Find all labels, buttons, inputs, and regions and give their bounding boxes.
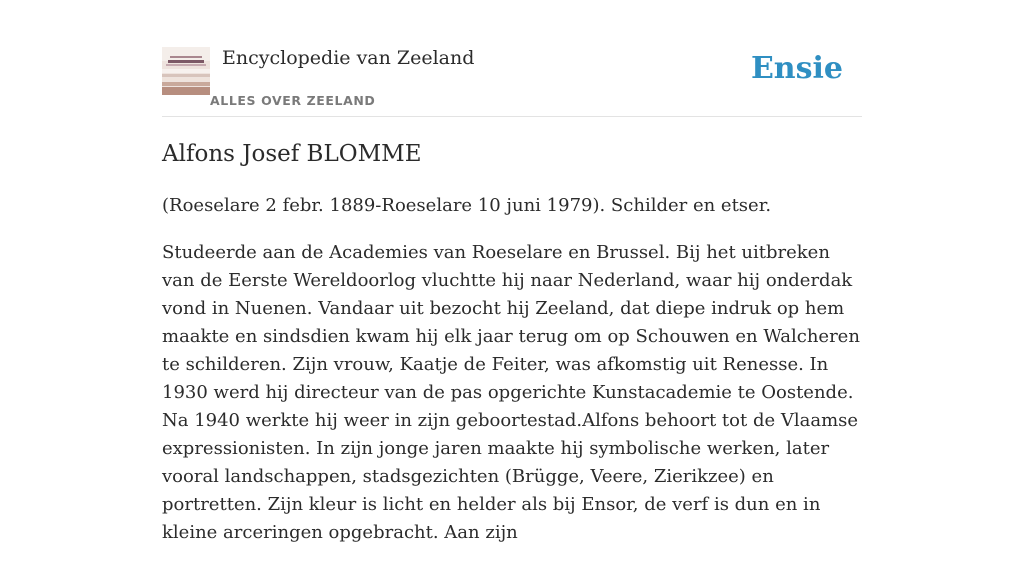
site-header: [162, 46, 862, 117]
article: [162, 138, 862, 566]
site-subtitle: ALLES OVER ZEELAND: [210, 93, 376, 108]
book-pages-icon: [162, 47, 210, 95]
article-intro: (Roeselare 2 febr. 1889-Roeselare 10 juni 1979). Schilder en etser.: [162, 195, 772, 216]
article-body: Studeerde aan de Academies van Roeselare en Brussel. Bij het uitbreken van de Eerste Wereldoorlog vluchtte hij naar Nederland, waar hij onderdak vond in Nuenen. Vandaar uit bezocht hij Zeeland, dat diepe indruk op hem maakte en sindsdien kwam hij elk jaar terug om op Schouwen en Walcheren te schilderen. Zijn vrouw, Kaatje de Feiter, was afkomstig uit Renesse. In 1930 werd hij directeur van de pas opgerichte Kunstacademie te Oostende. Na 1940 werkte hij weer in zijn geboortestad.Alfons behoort tot de Vlaamse expressionisten. In zijn jonge jaren maakte hij symbolische werken, later vooral landschappen, stadsgezichten (Brügge, Veere, Zierikzee) en portretten. Zijn kleur is licht en helder als bij Ensor, de verf is dun en in kleine arceringen opgebracht. Aan zijn: [162, 242, 860, 543]
site-title[interactable]: Encyclopedie van Zeeland: [222, 47, 475, 69]
brand-logo[interactable]: Ensie: [750, 51, 843, 86]
site-logo[interactable]: [162, 47, 210, 95]
article-title: Alfons Josef BLOMME: [162, 141, 422, 167]
